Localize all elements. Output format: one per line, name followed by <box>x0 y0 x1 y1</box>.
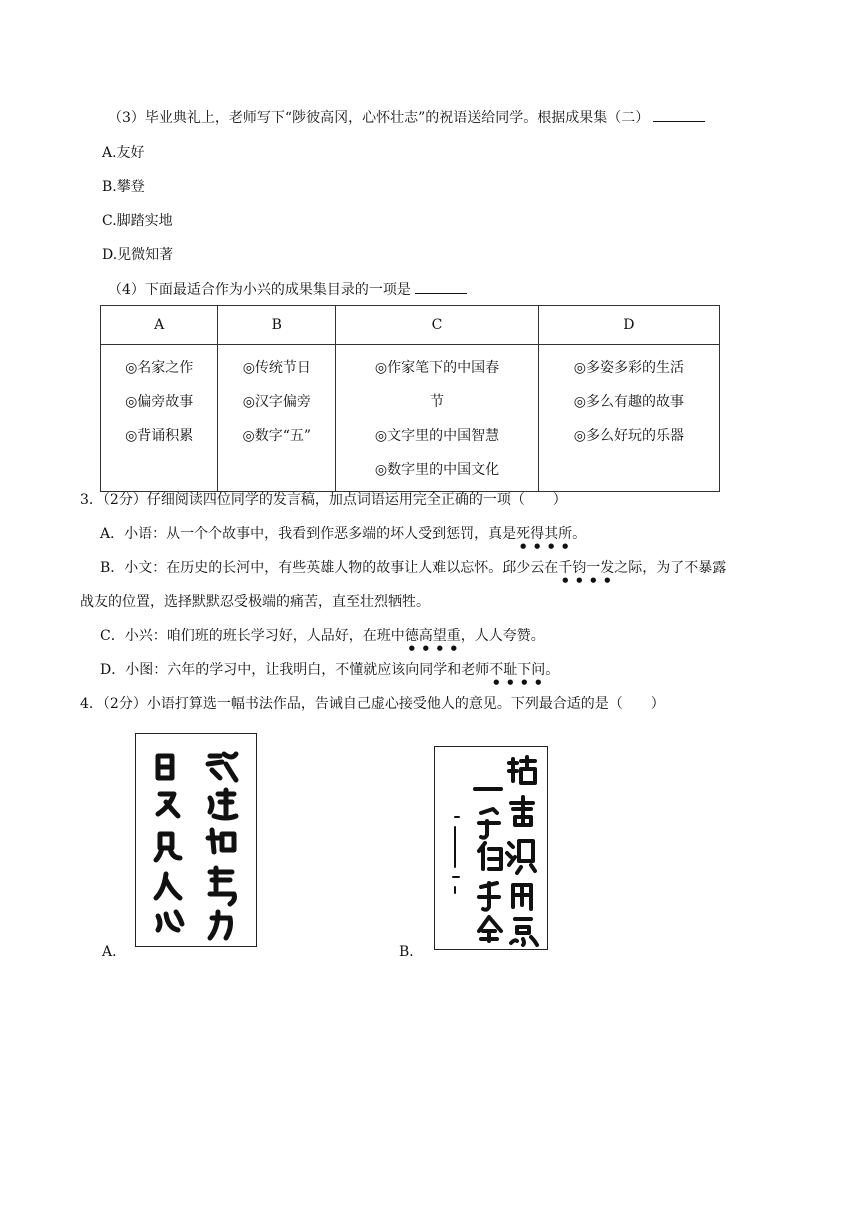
q3-option-a: A．小语：从一个个故事中，我看到作恶多端的坏人受到惩罚，真是死得其所。 <box>100 526 587 542</box>
q4-sub-stem: （4）下面最适合作为小兴的成果集目录的一项是 <box>108 279 467 300</box>
calligraphy-b-art <box>435 747 547 949</box>
option-b: B.攀登 <box>102 179 145 195</box>
table-header-d: D <box>538 306 719 345</box>
table-header-c: C <box>336 306 539 345</box>
answer-blank[interactable] <box>653 107 705 122</box>
table-header-a: A <box>101 306 218 345</box>
q3-option-b: B．小文：在历史的长河中，有些英雄人物的故事让人难以忘怀。邱少云在千钧一发之际，为了不暴露 <box>100 560 727 576</box>
q3-option-b-cont: 战友的位置，选择默默忍受极端的痛苦，直至壮烈牺牲。 <box>80 594 430 610</box>
calligraphy-a-art <box>136 734 256 946</box>
calligraphy-b-label: B． <box>399 944 424 960</box>
q4-stem: 4．（2分）小语打算选一幅书法作品，告诫自己虚心接受他人的意见。下列最合适的是（ ） <box>80 696 665 712</box>
table-cell-b: ◎传统节日 ◎汉字偏旁 ◎数字“五” <box>218 345 336 492</box>
option-c: C.脚踏实地 <box>102 213 173 229</box>
q3-stem: 3．（2分）仔细阅读四位同学的发言稿，加点词语运用完全正确的一项（ ） <box>80 492 567 508</box>
option-d: D.见微知著 <box>102 247 174 263</box>
table-cell-d: ◎多姿多彩的生活 ◎多么有趣的故事 ◎多么好玩的乐器 <box>538 345 719 492</box>
table-cell-c: ◎作家笔下的中国春 节 ◎文字里的中国智慧 ◎数字里的中国文化 <box>336 345 539 492</box>
q3-option-d: D．小图：六年的学习中，让我明白，不懂就应该向同学和老师不耻下问。 <box>100 662 560 678</box>
option-a: A.友好 <box>102 145 145 161</box>
q3-sub-stem: （3）毕业典礼上，老师写下“陟彼高冈，心怀壮志”的祝语送给同学。根据成果集（二） <box>108 107 705 128</box>
answer-blank[interactable] <box>415 279 467 294</box>
directory-table <box>100 305 720 492</box>
calligraphy-a-image <box>135 733 257 947</box>
table-cell-a: ◎名家之作 ◎偏旁故事 ◎背诵积累 <box>101 345 218 492</box>
q3-option-c: C．小兴：咱们班的班长学习好，人品好，在班中德高望重，人人夸赞。 <box>100 628 545 644</box>
calligraphy-b-image <box>434 746 548 950</box>
calligraphy-a-label: A． <box>102 944 127 960</box>
table-header-b: B <box>218 306 336 345</box>
